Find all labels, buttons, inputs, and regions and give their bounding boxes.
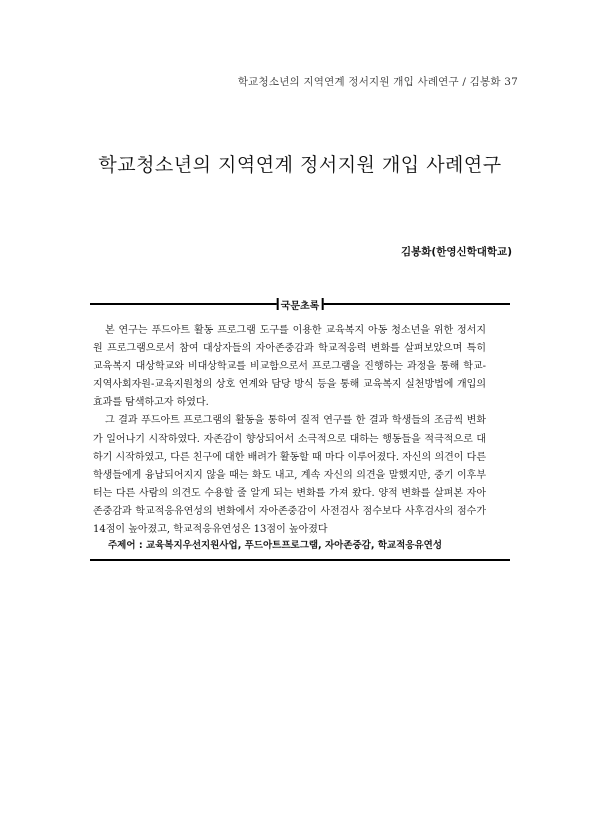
abstract-paragraph-1: 본 연구는 푸드아트 활동 프로그램 도구를 이용한 교육복지 아동 청소년을 위한 정서지원 프로그램으로서 참여 대상자들의 자아존중감과 학교적응력 변화를 살펴보았으며 특히 교육복지 대상학교와 비대상학교를 비교함으로서 프로그램을 진행하는 과정을 통해 학교-지역사회자원-교육지원청의 상호 연계와 담당 방식 등을 통해 교육복지 실천방법에 개입의 효과를 탐색하고자 하였다. — [93, 325, 486, 409]
abstract-paragraph-2: 그 결과 푸드아트 프로그램의 활동을 통하여 질적 연구를 한 결과 학생들의 조금씩 변화가 일어나기 시작하였다. 자존감이 향상되어서 소극적으로 대하는 행동들을 적극적으로 대하기 시작하였고, 다른 친구에 대한 배려가 활동할 때 마다 이루어졌다. 자신의 의견이 다른 학생들에게 융납되어지지 않을 때는 화도 내고, 계속 자신의 의견을 말했지만, 중기 이후부터는 다른 사람의 의견도 수용할 줄 알게 되는 변화를 가져 왔다. 양적 변화를 살펴본 자아존중감과 학교적응유연성의 변화에서 자아존중감이 사전검사 점수보다 사후검사의 점수가 14점이 높아졌고, 학교적응유연성은 13점이 높아졌다 — [93, 415, 486, 536]
article-title: 학교청소년의 지역연계 정서지원 개입 사례연구 — [98, 154, 502, 176]
running-head: 학교청소년의 지역연계 정서지원 개입 사례연구 / 김봉화 37 — [237, 76, 518, 88]
keywords: 주제어 : 교육복지우선지원사업, 푸드아트프로그램, 자아존중감, 학교적응유연성 — [108, 540, 443, 551]
author-affiliation: 김봉화(한영신학대학교) — [400, 246, 512, 258]
abstract-body — [93, 322, 486, 539]
abstract-label: 국문초록 — [277, 297, 324, 312]
bottom-divider-line — [90, 559, 510, 561]
abstract-header-rule — [90, 297, 510, 311]
